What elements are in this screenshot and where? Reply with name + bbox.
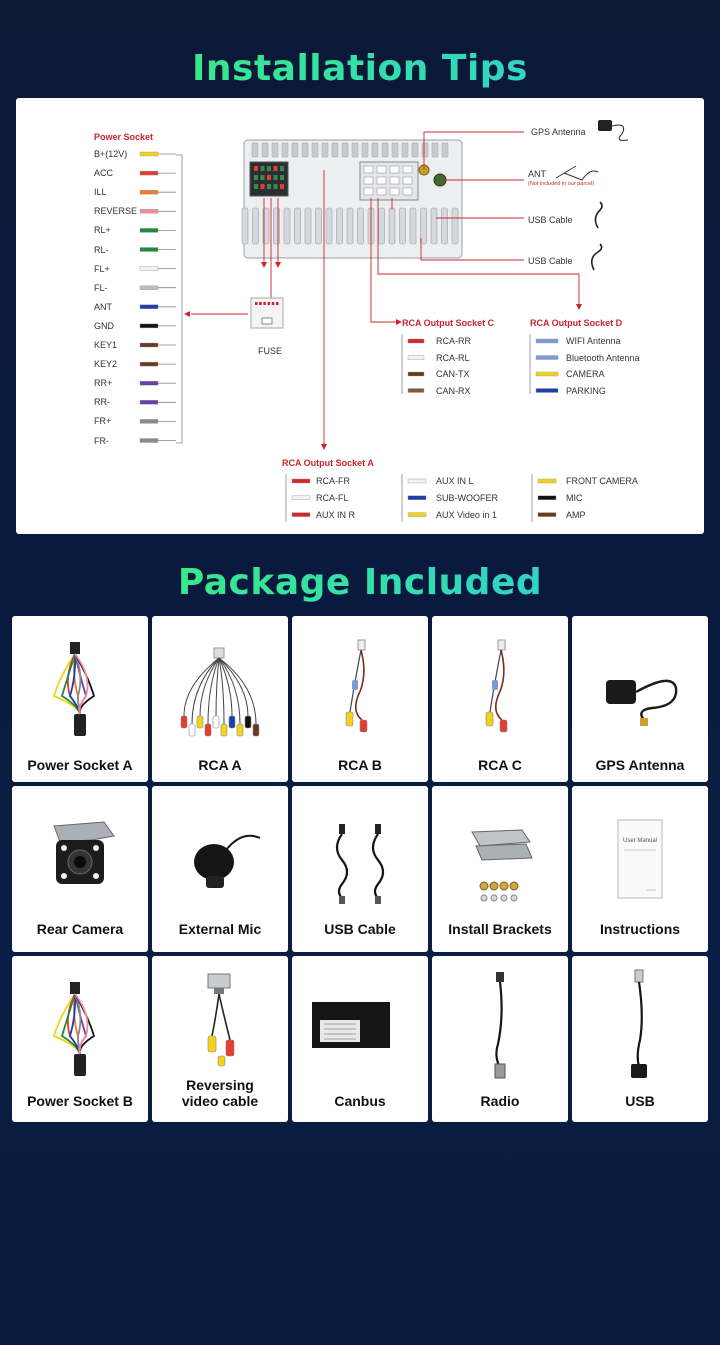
- rca-d-item-label: CAMERA: [566, 369, 605, 379]
- power-pin-wire: [140, 248, 158, 252]
- power-pin-label: RL-: [94, 244, 109, 255]
- rca-connector-pin: [364, 177, 373, 184]
- head-unit-fin: [274, 208, 280, 244]
- head-unit-vent: [442, 143, 448, 157]
- head-unit-fin: [253, 208, 259, 244]
- arrow-head: [321, 444, 327, 450]
- power-connector-pin: [267, 166, 271, 171]
- rca-a-item-label: AMP: [566, 509, 586, 520]
- ant-note: (Not included in our parcel): [528, 181, 595, 187]
- arrow-head: [576, 304, 582, 310]
- head-unit-fin: [347, 208, 353, 244]
- power-pin-label: RR+: [94, 378, 113, 389]
- power-pin-label: REVERSE: [94, 206, 138, 217]
- package-item: [292, 956, 428, 1122]
- power-connector-pin: [274, 166, 278, 171]
- package-item: [12, 616, 148, 782]
- package-item-label: Install Brackets: [448, 921, 552, 937]
- ant-mini-icon: [556, 166, 598, 180]
- power-pin-wire: [140, 171, 158, 175]
- arrow-head: [275, 262, 281, 268]
- rca-d-heading: RCA Output Socket D: [530, 318, 623, 328]
- fuse-pin: [259, 302, 262, 305]
- power-connector-pin: [280, 175, 284, 180]
- head-unit-vent: [272, 143, 278, 157]
- rca-d-wire: [536, 389, 558, 393]
- rca-a-wire: [538, 496, 556, 500]
- package-grid: [12, 616, 708, 1121]
- head-unit-vent: [312, 143, 318, 157]
- head-unit-fin: [400, 208, 406, 244]
- power-pin-wire: [140, 286, 158, 290]
- rca-a-item-label: AUX IN L: [436, 476, 474, 486]
- head-unit-vent: [372, 143, 378, 157]
- power-pin-wire: [140, 152, 158, 156]
- rca-c-item-label: CAN-TX: [436, 369, 470, 379]
- power-socket-bracket: [176, 155, 182, 443]
- power-pin-wire: [140, 419, 158, 423]
- wiring-diagram-graphic: [16, 98, 704, 534]
- package-item-label: Instructions: [599, 921, 681, 937]
- arrow-head: [261, 262, 267, 268]
- installation-tips-title: Installation Tips: [0, 48, 720, 89]
- power-connector-pin: [274, 184, 278, 189]
- rca-a-item-label: AUX Video in 1: [436, 509, 497, 520]
- rca-connector-pin: [390, 188, 399, 195]
- power-pin-wire: [140, 209, 158, 213]
- power-pin-label: ILL: [94, 187, 107, 198]
- rca-c-wire: [408, 372, 424, 376]
- head-unit-vent: [322, 143, 328, 157]
- fuse-pin: [255, 302, 258, 305]
- package-item-label: Reversing video cable: [181, 1077, 259, 1109]
- gps-antenna-icon: [572, 616, 708, 746]
- package-item-label: RCA B: [338, 757, 382, 773]
- head-unit-fin: [295, 208, 301, 244]
- package-item: [432, 616, 568, 782]
- rca-a-wire: [292, 496, 310, 500]
- head-unit-vent: [382, 143, 388, 157]
- power-pin-label: ANT: [94, 301, 112, 312]
- gps-antenna-mini-icon: [598, 120, 612, 131]
- head-unit-vent: [342, 143, 348, 157]
- rca-connector-pin: [377, 166, 386, 173]
- head-unit-vent: [262, 143, 268, 157]
- power-pin-label: FR+: [94, 416, 112, 427]
- radio-cable-icon: [432, 956, 568, 1086]
- rca-c-item-label: CAN-RX: [436, 385, 471, 396]
- package-item-label: Canbus: [334, 1093, 386, 1109]
- power-pin-wire: [140, 267, 158, 271]
- package-item: [292, 786, 428, 952]
- head-unit-fin: [326, 208, 332, 244]
- rca-connector-pin: [403, 177, 412, 184]
- package-item-label: Power Socket B: [27, 1093, 133, 1109]
- head-unit-vent: [402, 143, 408, 157]
- package-item: [292, 616, 428, 782]
- fuse-pin: [276, 302, 279, 305]
- package-item-label: USB: [625, 1093, 655, 1109]
- power-pin-label: FL-: [94, 282, 108, 293]
- arrow-head: [184, 311, 190, 317]
- rca-cable-icon: [432, 616, 568, 746]
- rca-d-item-label: Bluetooth Antenna: [566, 352, 640, 363]
- harness-icon: [12, 956, 148, 1086]
- head-unit-vent: [422, 143, 428, 157]
- power-pin-label: FL+: [94, 263, 110, 274]
- power-pin-wire: [140, 381, 158, 385]
- rca-connector-pin: [364, 166, 373, 173]
- power-pin-label: FR-: [94, 435, 109, 446]
- harness-icon: [12, 616, 148, 746]
- package-item: [152, 956, 288, 1122]
- rca-a-wire: [292, 479, 310, 483]
- gps-antenna-mini-cable: [612, 125, 628, 140]
- package-included-title: Package Included: [0, 562, 720, 603]
- head-unit-fin: [410, 208, 416, 244]
- rca-c-wire: [408, 356, 424, 360]
- power-pin-wire: [140, 305, 158, 309]
- power-pin-label: RR-: [94, 397, 110, 408]
- fuse-label: FUSE: [258, 346, 283, 356]
- rca-a-wire: [538, 479, 556, 483]
- rca-a-item-label: FRONT CAMERA: [566, 476, 638, 486]
- head-unit-fin: [389, 208, 395, 244]
- rca-cable-icon: [292, 616, 428, 746]
- head-unit-vent: [292, 143, 298, 157]
- package-item: [12, 956, 148, 1122]
- head-unit-fin: [337, 208, 343, 244]
- power-pin-label: B+(12V): [94, 149, 128, 159]
- usb-cable-2-label: USB Cable: [528, 256, 573, 266]
- rca-a-wire: [408, 513, 426, 517]
- package-item: [572, 786, 708, 952]
- head-unit-vent: [412, 143, 418, 157]
- rca-c-item-label: RCA-RL: [436, 352, 470, 363]
- head-unit-fin: [305, 208, 311, 244]
- microphone-icon: [152, 786, 288, 916]
- rca-a-wire: [408, 496, 426, 500]
- gps-antenna-label: GPS Antenna: [531, 127, 586, 137]
- power-pin-wire: [140, 190, 158, 194]
- manual-cover-text: User Manual: [622, 838, 657, 844]
- rca-connector-pin: [377, 188, 386, 195]
- package-item-label: RCA C: [478, 757, 522, 773]
- rca-a-wire: [538, 513, 556, 517]
- power-connector-pin: [280, 166, 284, 171]
- rca-a-wire: [408, 479, 426, 483]
- power-pin-wire: [140, 362, 158, 366]
- head-unit-vent: [392, 143, 398, 157]
- rca-connector-pin: [390, 166, 399, 173]
- power-pin-wire: [140, 439, 158, 443]
- fuse-element: [262, 318, 272, 324]
- rca-c-wire: [408, 389, 424, 393]
- rca-d-wire: [536, 339, 558, 343]
- brackets-icon: [432, 786, 568, 916]
- head-unit-fin: [242, 208, 248, 244]
- package-item-label: External Mic: [178, 921, 262, 937]
- power-pin-wire: [140, 324, 158, 328]
- power-socket-heading: Power Socket: [94, 132, 154, 142]
- rca-a-item-label: SUB-WOOFER: [436, 492, 498, 503]
- power-pin-label: RL+: [94, 225, 111, 236]
- power-pin-wire: [140, 400, 158, 404]
- package-item: [432, 786, 568, 952]
- manual-icon: [572, 786, 708, 916]
- fuse-pin: [263, 302, 266, 305]
- fuse-pin: [268, 302, 271, 305]
- package-item-label: Power Socket A: [27, 757, 133, 773]
- rca-a-heading: RCA Output Socket A: [282, 458, 374, 468]
- package-item: [152, 786, 288, 952]
- head-unit-fin: [431, 208, 437, 244]
- power-connector-pin: [261, 184, 265, 189]
- rca-c-heading: RCA Output Socket C: [402, 318, 495, 328]
- head-unit-vent: [362, 143, 368, 157]
- rca-connector-pin: [403, 188, 412, 195]
- power-connector-pin: [261, 166, 265, 171]
- usb-cable-1-label: USB Cable: [528, 215, 573, 225]
- head-unit-vent: [352, 143, 358, 157]
- rca-d-item-label: PARKING: [566, 385, 606, 396]
- package-item: [152, 616, 288, 782]
- rca-connector-pin: [390, 177, 399, 184]
- rca-d-wire: [536, 356, 558, 360]
- package-item: [432, 956, 568, 1122]
- package-item: [12, 786, 148, 952]
- rca-a-item-label: AUX IN R: [316, 509, 356, 520]
- power-connector-pin: [254, 184, 258, 189]
- head-unit-vent: [302, 143, 308, 157]
- head-unit-vent: [282, 143, 288, 157]
- head-unit-fin: [316, 208, 322, 244]
- power-connector-pin: [254, 175, 258, 180]
- power-pin-label: KEY2: [94, 359, 118, 370]
- rca-fan-icon: [152, 616, 288, 746]
- package-item: [572, 956, 708, 1122]
- rca-connector-pin: [364, 188, 373, 195]
- head-unit-fin: [442, 208, 448, 244]
- video-cable-icon: [152, 956, 288, 1086]
- power-connector-pin: [254, 166, 258, 171]
- power-pin-label: ACC: [94, 168, 114, 179]
- head-unit-fin: [379, 208, 385, 244]
- power-connector-pin: [267, 175, 271, 180]
- rca-a-item-label: RCA-FR: [316, 476, 350, 486]
- rca-a-item-label: MIC: [566, 492, 583, 503]
- head-unit-fin: [452, 208, 458, 244]
- package-item-label: Rear Camera: [36, 921, 124, 937]
- power-connector-pin: [274, 175, 278, 180]
- rca-connector-pin: [377, 177, 386, 184]
- wiring-diagram: [16, 98, 704, 534]
- power-connector-pin: [267, 184, 271, 189]
- rca-d-wire: [536, 372, 558, 376]
- head-unit-vent: [432, 143, 438, 157]
- power-pin-wire: [140, 343, 158, 347]
- head-unit-fin: [358, 208, 364, 244]
- canbus-box-icon: [292, 956, 428, 1086]
- fuse-pin: [272, 302, 275, 305]
- package-item-label: USB Cable: [324, 921, 396, 937]
- rear-camera-icon: [12, 786, 148, 916]
- usb-cable-icon: [572, 956, 708, 1086]
- package-item-label: GPS Antenna: [595, 757, 685, 773]
- power-connector-pin: [261, 175, 265, 180]
- rca-c-wire: [408, 339, 424, 343]
- rca-connector-pin: [403, 166, 412, 173]
- power-pin-label: GND: [94, 320, 114, 331]
- head-unit-vent: [252, 143, 258, 157]
- rca-d-item-label: WIFI Antenna: [566, 336, 621, 346]
- package-item-label: RCA A: [198, 757, 242, 773]
- ant-label: ANT: [528, 169, 546, 179]
- usb-cable-1-icon: [595, 202, 602, 228]
- package-item: [572, 616, 708, 782]
- usb-cable-2-icon: [592, 244, 602, 270]
- power-connector-pin: [280, 184, 284, 189]
- package-item-label: Radio: [480, 1093, 520, 1109]
- rca-a-wire: [292, 513, 310, 517]
- head-unit-fin: [284, 208, 290, 244]
- head-unit-vent: [332, 143, 338, 157]
- rca-a-item-label: RCA-FL: [316, 492, 349, 503]
- power-pin-wire: [140, 228, 158, 232]
- usb-cables-icon: [292, 786, 428, 916]
- rca-c-item-label: RCA-RR: [436, 336, 471, 346]
- power-pin-label: KEY1: [94, 340, 118, 350]
